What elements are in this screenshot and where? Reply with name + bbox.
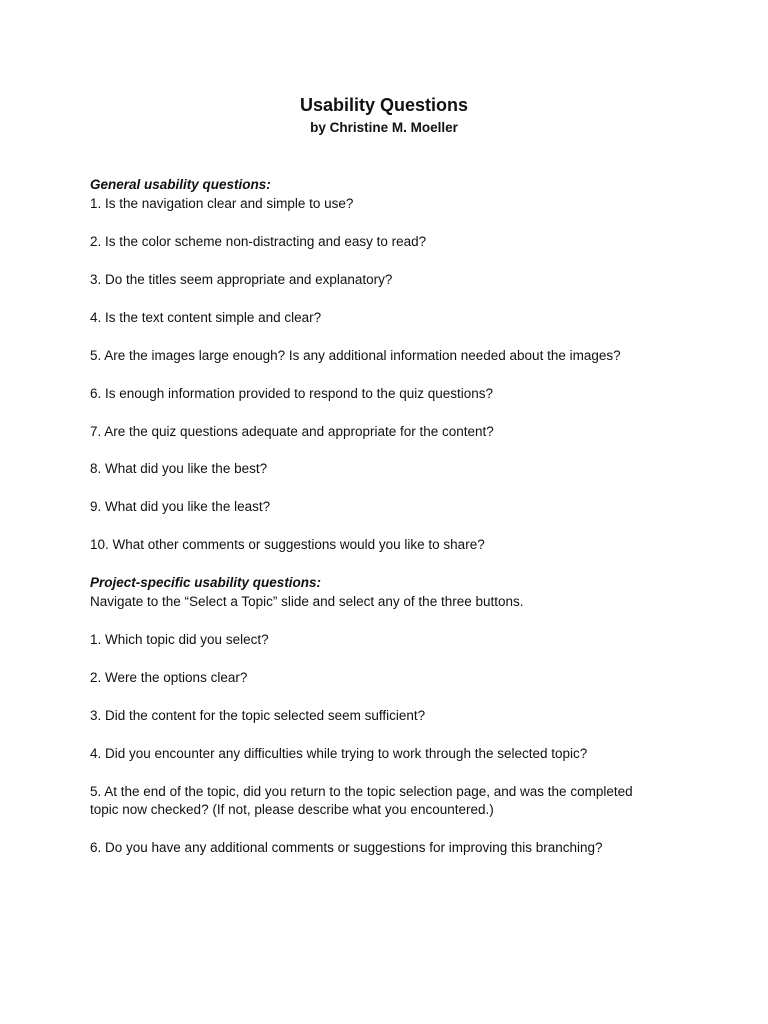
- general-question-4: 4. Is the text content simple and clear?: [90, 310, 322, 325]
- project-question-3: 3. Did the content for the topic selected seem sufficient?: [90, 708, 426, 723]
- project-question-6: 6. Do you have any additional comments or suggestions for improving this branching?: [90, 840, 603, 855]
- project-question-5-line-1: 5. At the end of the topic, did you return to the topic selection page, and was the completed: [90, 784, 633, 799]
- document-author: by Christine M. Moeller: [310, 120, 458, 135]
- general-question-2: 2. Is the color scheme non-distracting and easy to read?: [90, 234, 427, 249]
- general-question-7: 7. Are the quiz questions adequate and appropriate for the content?: [90, 424, 494, 439]
- project-intro: Navigate to the “Select a Topic” slide and select any of the three buttons.: [90, 594, 524, 609]
- general-question-5: 5. Are the images large enough? Is any additional information needed about the images?: [90, 348, 621, 363]
- general-question-1: 1. Is the navigation clear and simple to use?: [90, 196, 354, 211]
- project-questions-heading: Project-specific usability questions:: [90, 575, 322, 590]
- project-question-5-line-2: topic now checked? (If not, please describe what you encountered.): [90, 802, 494, 817]
- project-question-1: 1. Which topic did you select?: [90, 632, 269, 647]
- general-questions-heading: General usability questions:: [90, 177, 271, 192]
- general-question-9: 9. What did you like the least?: [90, 499, 271, 514]
- general-question-8: 8. What did you like the best?: [90, 461, 268, 476]
- project-question-4: 4. Did you encounter any difficulties while trying to work through the selected topic?: [90, 746, 588, 761]
- general-question-6: 6. Is enough information provided to respond to the quiz questions?: [90, 386, 494, 401]
- project-question-2: 2. Were the options clear?: [90, 670, 248, 685]
- document-title: Usability Questions: [299, 95, 469, 115]
- general-question-10: 10. What other comments or suggestions would you like to share?: [90, 537, 485, 552]
- general-question-3: 3. Do the titles seem appropriate and explanatory?: [90, 272, 393, 287]
